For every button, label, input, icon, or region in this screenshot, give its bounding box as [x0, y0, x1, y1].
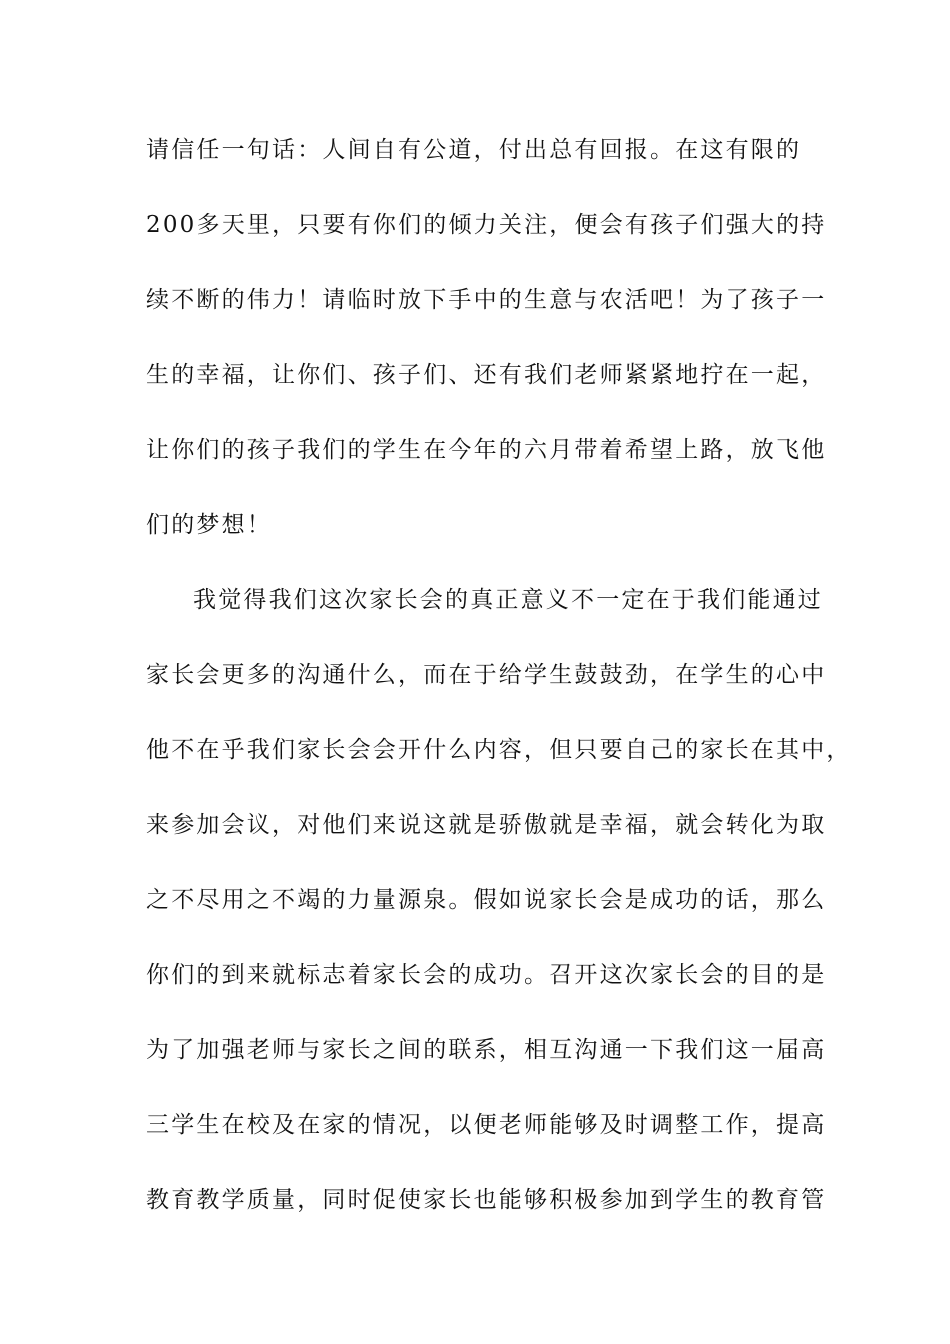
- text-line: 们的梦想！: [146, 512, 272, 538]
- text-line: 之不尽用之不竭的力量源泉。假如说家长会是成功的话，那么: [146, 887, 827, 913]
- text-line: 生的幸福，让你们、孩子们、还有我们老师紧紧地拧在一起，: [146, 362, 827, 388]
- text-line: 为了加强老师与家长之间的联系，相互沟通一下我们这一届高: [146, 1037, 827, 1063]
- text-line: 请信任一句话：人间自有公道，付出总有回报。在这有限的: [146, 137, 802, 163]
- text-line: 家长会更多的沟通什么，而在于给学生鼓鼓劲，在学生的心中: [146, 662, 827, 688]
- text-line: 让你们的孩子我们的学生在今年的六月带着希望上路，放飞他: [146, 437, 827, 463]
- text-line: 他不在乎我们家长会会开什么内容，但只要自己的家长在其中，: [146, 737, 852, 763]
- text-line: 三学生在校及在家的情况，以便老师能够及时调整工作，提高: [146, 1112, 827, 1138]
- text-line: 你们的到来就标志着家长会的成功。召开这次家长会的目的是: [146, 962, 827, 988]
- text-line: 来参加会议，对他们来说这就是骄傲就是幸福，就会转化为取: [146, 812, 827, 838]
- paragraph-first-line: 我觉得我们这次家长会的真正意义不一定在于我们能通过: [193, 587, 823, 613]
- text-line: 教育教学质量，同时促使家长也能够积极参加到学生的教育管: [146, 1187, 827, 1213]
- text-line: 续不断的伟力！请临时放下手中的生意与农活吧！为了孩子一: [146, 287, 827, 313]
- text-line: 200多天里，只要有你们的倾力关注，便会有孩子们强大的持: [146, 212, 827, 238]
